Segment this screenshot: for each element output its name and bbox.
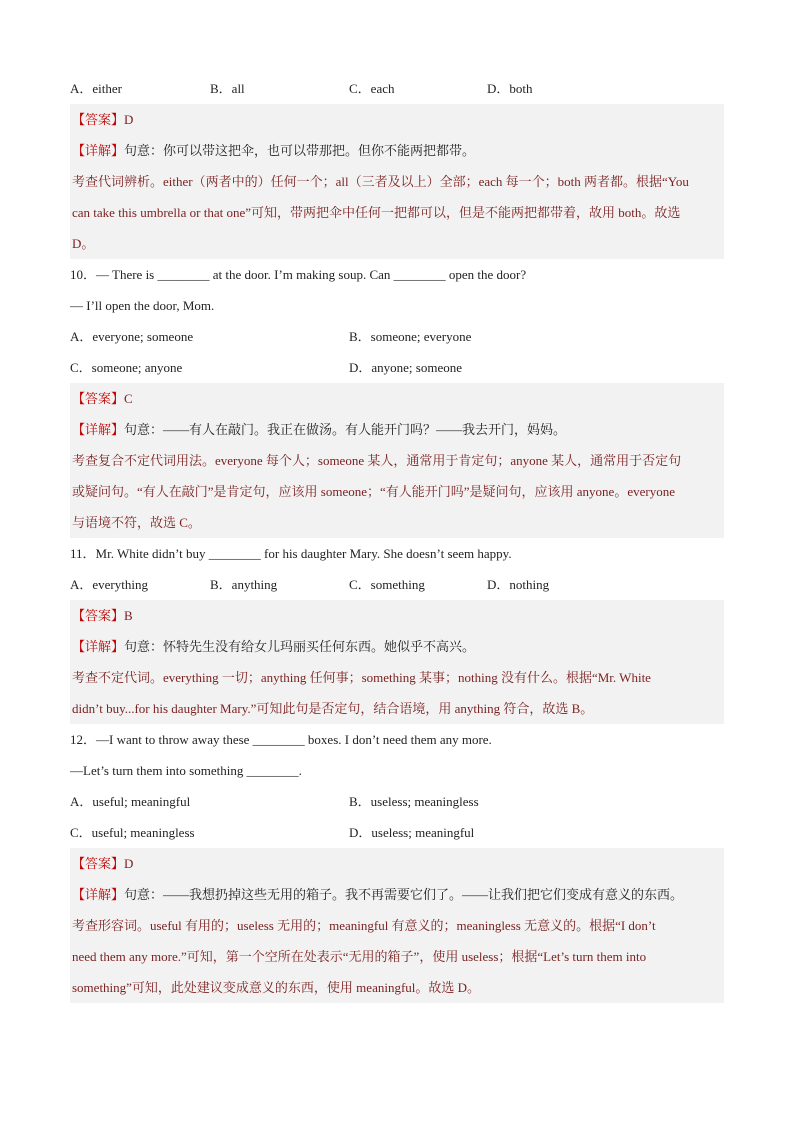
q11-options: [70, 569, 724, 600]
q12-option-d[interactable]: D．useless; meaningful: [349, 825, 475, 840]
q10-option-b[interactable]: B．someone; everyone: [349, 329, 472, 344]
q10-option-a[interactable]: A．everyone; someone: [70, 329, 194, 344]
q9-detail-first: [72, 135, 722, 166]
q11-stem: 11．Mr. White didn’t buy ________ for his daughter Mary. She doesn’t seem happy.: [70, 546, 512, 561]
answer-value: C: [124, 391, 133, 406]
detail-tag: 【详解】: [72, 422, 125, 437]
detail-tag: 【详解】: [72, 887, 125, 902]
q12-stem-reply: —Let’s turn them into something ________.: [70, 763, 302, 778]
q11-option-c[interactable]: C．something: [349, 577, 425, 592]
q12-detail-line: something”可知，此处建议变成意义的东西，使用 meaningful。故选 D。: [72, 980, 481, 995]
q12-option-a[interactable]: A．useful; meaningful: [70, 794, 191, 809]
document-page: [70, 73, 724, 1003]
q10-detail-first: [72, 414, 722, 445]
answer-value: B: [124, 608, 133, 623]
q12-detail-line: 考查形容词。useful 有用的；useless 无用的；meaningful 有意义的；meaningless 无意义的。根据“I don’t: [72, 918, 656, 933]
q10-detail-line: 与语境不符，故选 C。: [72, 515, 201, 530]
q11-option-d[interactable]: D．nothing: [487, 577, 550, 592]
detail-translation: 句意：怀特先生没有给女儿玛丽买任何东西。她似乎不高兴。: [124, 639, 476, 654]
q9-option-b[interactable]: B．all: [210, 81, 245, 96]
q12-options-row2: [70, 817, 724, 848]
q12-answer-block: [70, 848, 724, 1003]
answer-value: D: [124, 112, 134, 127]
q11-option-b[interactable]: B．anything: [210, 577, 278, 592]
answer-tag: 【答案】: [72, 856, 125, 871]
q10-detail-line: 考查复合不定代词用法。everyone 每个人；someone 某人，通常用于肯定句；anyone 某人，通常用于否定句: [72, 453, 682, 468]
q10-answer: [72, 383, 722, 414]
q10-options-row2: [70, 352, 724, 383]
q9-detail-line: D。: [72, 236, 95, 251]
q11-answer-block: [70, 600, 724, 724]
q12-detail-first: [72, 879, 722, 910]
q9-answer-block: [70, 104, 724, 259]
q11-detail-line: 考查不定代词。everything 一切；anything 任何事；something 某事；nothing 没有什么。根据“Mr. White: [72, 670, 651, 685]
answer-value: D: [124, 856, 134, 871]
q9-option-a[interactable]: A．either: [70, 81, 122, 96]
q10-stem-reply: — I’ll open the door, Mom.: [70, 298, 215, 313]
answer-tag: 【答案】: [72, 112, 125, 127]
detail-translation: 句意：你可以带这把伞，也可以带那把。但你不能两把都带。: [124, 143, 476, 158]
q11-answer: [72, 600, 722, 631]
q9-detail-line: 考查代词辨析。either（两者中的）任何一个；all（三者及以上）全部；each 每一个；both 两者都。根据“You: [72, 174, 689, 189]
detail-translation: 句意：——有人在敲门。我正在做汤。有人能开门吗？——我去开门，妈妈。: [124, 422, 567, 437]
q10-option-c[interactable]: C．someone; anyone: [70, 360, 183, 375]
answer-tag: 【答案】: [72, 608, 125, 623]
q12-answer: [72, 848, 722, 879]
q9-option-d[interactable]: D．both: [487, 81, 533, 96]
q10-detail-line: 或疑问句。“有人在敲门”是肯定句，应该用 someone；“有人能开门吗”是疑问句，应该用 anyone。everyone: [72, 484, 675, 499]
q11-option-a[interactable]: A．everything: [70, 577, 148, 592]
q10-options-row1: [70, 321, 724, 352]
detail-translation: 句意：——我想扔掉这些无用的箱子。我不再需要它们了。——让我们把它们变成有意义的东西。: [124, 887, 684, 902]
detail-tag: 【详解】: [72, 639, 125, 654]
q12-detail-line: need them any more.”可知，第一个空所在处表示“无用的箱子”，使用 useless；根据“Let’s turn them into: [72, 949, 647, 964]
q12-options-row1: [70, 786, 724, 817]
q11-detail-first: [72, 631, 722, 662]
q10-stem: 10．— There is ________ at the door. I’m making soup. Can ________ open the door?: [70, 267, 527, 282]
q10-answer-block: [70, 383, 724, 538]
q9-answer: [72, 104, 722, 135]
q12-stem: 12．—I want to throw away these ________ boxes. I don’t need them any more.: [70, 732, 492, 747]
detail-tag: 【详解】: [72, 143, 125, 158]
q11-detail-line: didn’t buy...for his daughter Mary.”可知此句是否定句，结合语境，用 anything 符合，故选 B。: [72, 701, 594, 716]
q12-option-c[interactable]: C．useful; meaningless: [70, 825, 195, 840]
answer-tag: 【答案】: [72, 391, 125, 406]
q12-option-b[interactable]: B．useless; meaningless: [349, 794, 479, 809]
q9-detail-line: can take this umbrella or that one”可知，带两把伞中任何一把都可以，但是不能两把都带着，故用 both。故选: [72, 205, 681, 220]
q10-option-d[interactable]: D．anyone; someone: [349, 360, 463, 375]
q9-options: [70, 73, 724, 104]
q9-option-c[interactable]: C．each: [349, 81, 395, 96]
